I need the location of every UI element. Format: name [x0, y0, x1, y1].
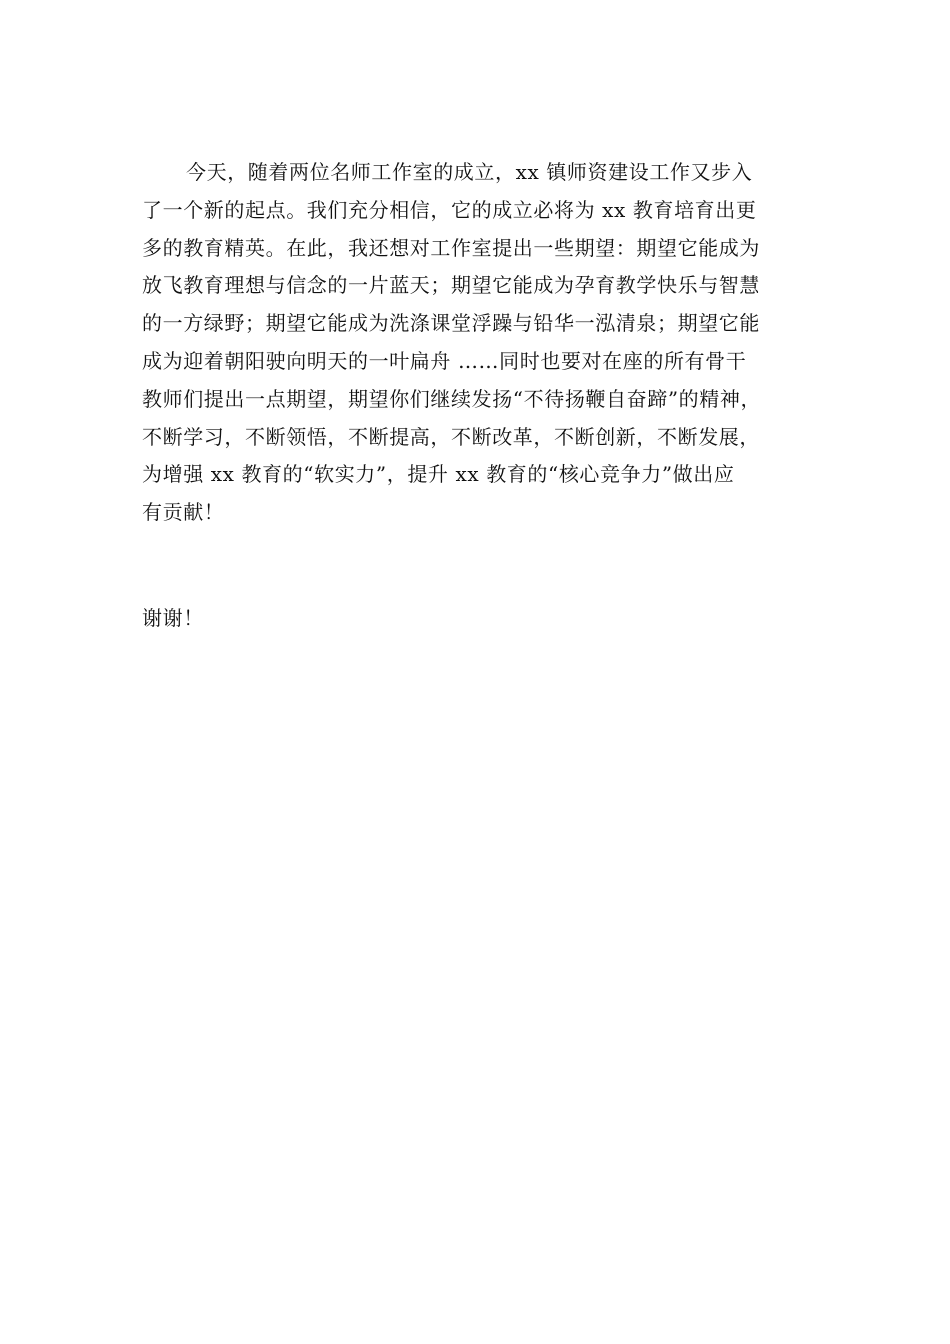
- paragraph-line: 多的教育精英。在此，我还想对工作室提出一些期望：期望它能成为: [142, 235, 760, 260]
- speech-paragraph: [142, 154, 832, 532]
- paragraph-line: 了一个新的起点。我们充分相信，它的成立必将为 xx 教育培育出更: [142, 197, 757, 222]
- paragraph-line: 成为迎着朝阳驶向明天的一叶扁舟 ……同时也要对在座的所有骨干: [142, 348, 747, 373]
- paragraph-line: 放飞教育理想与信念的一片蓝天；期望它能成为孕育教学快乐与智慧: [142, 273, 760, 298]
- paragraph-line: 不断学习，不断领悟，不断提高，不断改革，不断创新，不断发展，: [142, 424, 760, 449]
- paragraph-line: 为增强 xx 教育的“软实力”，提升 xx 教育的“核心竞争力”做出应: [142, 462, 735, 487]
- paragraph-line: 教师们提出一点期望，期望你们继续发扬“不待扬鞭自奋蹄”的精神，: [142, 386, 762, 411]
- paragraph-line: 今天，随着两位名师工作室的成立，xx 镇师资建设工作又步入: [186, 160, 753, 184]
- paragraph-line: 有贡献！: [142, 500, 225, 525]
- paragraph-line: 的一方绿野；期望它能成为洗涤课堂浮躁与铅华一泓清泉；期望它能: [142, 311, 760, 336]
- closing-thanks: 谢谢！: [142, 606, 204, 630]
